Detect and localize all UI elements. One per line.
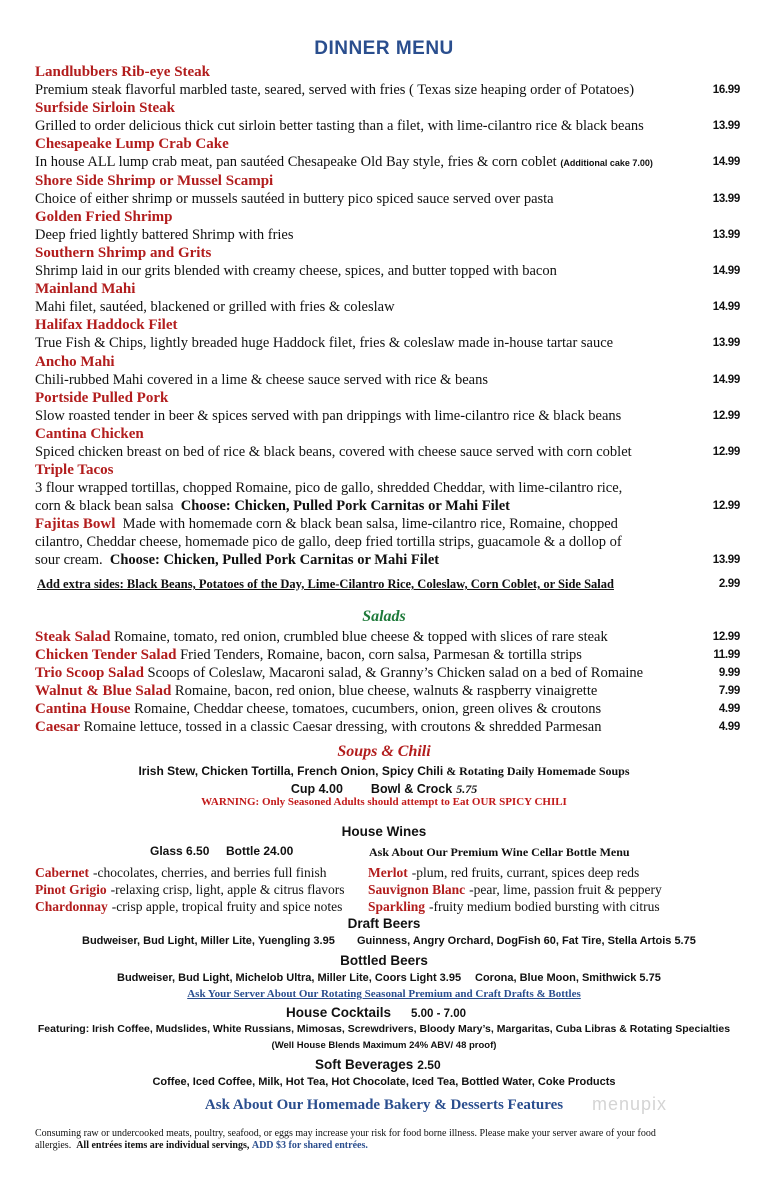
salad-description: Scoops of Coleslaw, Macaroni salad, & Granny’s Chicken salad on a bed of Romaine — [147, 665, 644, 681]
item-name: Fajitas Bowl — [35, 516, 116, 532]
wine-item — [35, 864, 327, 882]
item-price: 13.99 — [712, 228, 740, 241]
desc-text: Deep fried lightly battered Shrimp with fries — [35, 226, 294, 243]
salad-description: Romaine, tomato, red onion, crumbled blue cheese & topped with slices of rare steak — [114, 629, 608, 645]
item-name: Landlubbers Rib-eye Steak — [35, 64, 211, 80]
soup-names: Irish Stew, Chicken Tortilla, French Onion, Spicy Chili — [138, 764, 444, 778]
seasonal-beer-note: Ask Your Server About Our Rotating Seasonal Premium and Craft Drafts & Bottles — [187, 988, 581, 1000]
item-description — [35, 226, 294, 244]
item-price: 13.99 — [712, 337, 740, 350]
item-name: Golden Fried Shrimp — [35, 208, 173, 225]
salad-price: 7.99 — [718, 685, 740, 697]
footer-allergies: allergies. — [35, 1140, 72, 1151]
draft-premium: Guinness, Angry Orchard, DogFish 60, Fat Tire, Stella Artois 5.75 — [357, 935, 696, 947]
wine-item — [35, 881, 345, 899]
wine-item — [368, 864, 639, 882]
item-description — [35, 117, 644, 135]
item-price: 13.99 — [712, 120, 740, 133]
premium-wine-note: Ask About Our Premium Wine Cellar Bottle Menu — [369, 845, 630, 859]
salad-description: Fried Tenders, Romaine, bacon, corn salsa, Parmesan & tortilla strips — [180, 647, 582, 663]
item-description — [35, 262, 557, 280]
desc-text: Spiced chicken breast on bed of rice & black beans, covered with cheese sauce served with corn coblet — [35, 444, 632, 460]
item-name: Portside Pulled Pork — [35, 389, 169, 406]
wine-name: Sauvignon Blanc — [368, 882, 466, 897]
desc-text: Mahi filet, sautéed, blackened or grilled with fries & coleslaw — [35, 299, 395, 316]
bakery-note: Ask About Our Homemade Bakery & Desserts Features — [204, 1097, 564, 1113]
desc-text: Made with homemade corn & black bean salsa, lime-cilantro rice, Romaine, chopped — [122, 516, 618, 532]
salads-heading: Salads — [362, 608, 406, 625]
additional-note: (Additional cake 7.00) — [560, 158, 653, 169]
desc-text: Premium steak flavorful marbled taste, seared, served with fries ( Texas size heaping order of Potatoes) — [35, 82, 635, 98]
item-description — [35, 81, 634, 99]
salad-description: Romaine, Cheddar cheese, tomatoes, cucumbers, onion, green olives & croutons — [134, 701, 602, 717]
salad-price: 12.99 — [712, 631, 740, 643]
wine-name: Sparkling — [368, 899, 426, 914]
desc-text: Shrimp laid in our grits blended with creamy cheese, spices, and butter topped with bacon — [35, 263, 557, 279]
item-description — [35, 443, 632, 461]
item-name: Chesapeake Lump Crab Cake — [35, 136, 229, 153]
footer-warning: Consuming raw or undercooked meats, poultry, seafood, or eggs may increase your risk for food borne illness. Please make your server aware of your food — [35, 1128, 656, 1139]
footer-individual: All entrées items are individual servings, — [76, 1140, 250, 1151]
bottled-heading: Bottled Beers — [340, 953, 428, 968]
salad-description: Romaine lettuce, tossed in a classic Caesar dressing, with croutons & shredded Parmesan — [83, 719, 602, 735]
salad-row — [35, 718, 601, 736]
wine-bottle-price: Bottle 24.00 — [226, 844, 294, 858]
soup-rotating: & Rotating Daily Homemade Soups — [446, 764, 630, 778]
chili-warning: WARNING: Only Seasoned Adults should attempt to Eat OUR SPICY CHILI — [201, 796, 567, 808]
desc-text: Choice of either shrimp or mussels sautéed in buttery pico spiced sauce served over pasta — [35, 190, 554, 207]
cocktails-price: 5.00 - 7.00 — [411, 1008, 467, 1020]
salad-price: 4.99 — [718, 703, 740, 715]
item-name: Ancho Mahi — [35, 353, 115, 370]
wines-heading: House Wines — [341, 824, 427, 839]
item-name: Surfside Sirloin Steak — [35, 100, 176, 117]
bottled-domestic: Budweiser, Bud Light, Michelob Ultra, Miller Lite, Coors Light 3.95 — [117, 972, 462, 984]
salad-name: Chicken Tender Salad — [35, 647, 177, 663]
extra-sides-price: 2.99 — [718, 578, 740, 590]
choose-options: Choose: Chicken, Pulled Pork Carnitas or Mahi Filet — [180, 498, 510, 514]
bottled-premium: Corona, Blue Moon, Smithwick 5.75 — [475, 972, 661, 984]
soups-heading: Soups & Chili — [337, 743, 431, 760]
draft-domestic: Budweiser, Bud Light, Miller Lite, Yuengling 3.95 — [82, 935, 335, 947]
desc-text: True Fish & Chips, lightly breaded huge Haddock filet, fries & coleslaw made in-house tartar sauce — [35, 335, 614, 352]
item-name: Triple Tacos — [35, 462, 114, 478]
wine-item — [368, 881, 662, 899]
salad-price: 9.99 — [718, 667, 740, 679]
item-price: 14.99 — [712, 265, 740, 277]
footer-shared: ADD $3 for shared entrées. — [251, 1140, 368, 1151]
footer-line2 — [35, 1140, 368, 1152]
desc-text: Slow roasted tender in beer & spices served with pan drippings with lime-cilantro rice & black beans — [35, 407, 622, 424]
item-description — [35, 407, 621, 425]
salad-row — [35, 628, 608, 646]
item-name: Mainland Mahi — [35, 281, 136, 298]
item-description — [35, 551, 439, 569]
item-price: 13.99 — [712, 554, 740, 566]
soup-list — [0, 764, 768, 779]
watermark: menupix — [592, 1094, 668, 1114]
item-description — [35, 497, 510, 515]
salad-name: Caesar — [35, 719, 80, 735]
item-name: Shore Side Shrimp or Mussel Scampi — [35, 172, 274, 189]
item-price: 12.99 — [712, 409, 740, 422]
wine-glass-price: Glass 6.50 — [150, 844, 210, 858]
salad-row — [35, 664, 643, 682]
soft-heading: Soft Beverages — [315, 1057, 414, 1072]
bowl-price: 5.75 — [456, 782, 478, 796]
item-description — [35, 515, 618, 533]
wine-notes: -pear, lime, passion fruit & peppery — [469, 882, 662, 897]
page-title: DINNER MENU — [314, 38, 454, 59]
cocktails-featuring: Featuring: Irish Coffee, Mudslides, White Russians, Mimosas, Screwdrivers, Bloody Mary’s, Margaritas, Cuba Libras & Rotating Specialties — [37, 1023, 731, 1035]
item-description: 3 flour wrapped tortillas, chopped Romaine, pico de gallo, shredded Cheddar, with lime-cilantro rice, — [35, 480, 623, 496]
item-name: Cantina Chicken — [35, 426, 144, 442]
wine-name: Merlot — [368, 865, 408, 880]
soft-list: Coffee, Iced Coffee, Milk, Hot Tea, Hot Chocolate, Iced Tea, Bottled Water, Coke Products — [152, 1076, 616, 1088]
soft-row — [315, 1056, 441, 1074]
wine-notes: -chocolates, cherries, and berries full finish — [93, 865, 327, 880]
item-description — [35, 334, 613, 352]
wine-name: Chardonnay — [35, 899, 108, 914]
cocktails-heading: House Cocktails — [286, 1005, 392, 1020]
salad-name: Walnut & Blue Salad — [35, 683, 172, 699]
wine-notes: -fruity medium bodied bursting with citrus — [429, 899, 660, 914]
wine-name: Pinot Grigio — [35, 882, 107, 897]
item-price: 12.99 — [712, 446, 740, 458]
wine-name: Cabernet — [35, 865, 89, 880]
wine-notes: -relaxing crisp, light, apple & citrus flavors — [110, 882, 345, 897]
cocktails-row — [286, 1004, 466, 1022]
salad-description: Romaine, bacon, red onion, blue cheese, walnuts & raspberry vinaigrette — [174, 683, 598, 699]
salad-name: Cantina House — [35, 701, 131, 717]
wine-item — [368, 898, 660, 916]
item-description — [35, 190, 554, 208]
cocktails-abv-note: (Well House Blends Maximum 24% ABV/ 48 proof) — [271, 1040, 497, 1051]
wine-notes: -plum, red fruits, currant, spices deep reds — [411, 865, 640, 880]
desc-text: Grilled to order delicious thick cut sirloin better tasting than a filet, with lime-cilantro rice & black beans — [35, 118, 644, 135]
desc-text: In house ALL lump crab meat, pan sautéed Chesapeake Old Bay style, fries & corn coblet — [35, 154, 557, 171]
item-price: 14.99 — [712, 373, 740, 386]
salad-row — [35, 700, 601, 718]
item-price: 13.99 — [712, 192, 740, 205]
cup-price: Cup 4.00 — [290, 782, 343, 796]
item-name: Halifax Haddock Filet — [35, 317, 178, 334]
bowl-label: Bowl & Crock — [370, 782, 453, 796]
wine-item — [35, 898, 342, 916]
salad-price: 4.99 — [718, 721, 740, 733]
choose-options: Choose: Chicken, Pulled Pork Carnitas or Mahi Filet — [109, 552, 440, 568]
item-description — [35, 371, 488, 389]
item-description — [35, 298, 395, 316]
item-price: 14.99 — [712, 301, 740, 314]
item-price: 12.99 — [712, 500, 740, 512]
item-description — [35, 153, 653, 172]
salad-name: Steak Salad — [35, 629, 111, 645]
item-price: 14.99 — [712, 156, 740, 169]
extra-sides: Add extra sides: Black Beans, Potatoes of the Day, Lime-Cilantro Rice, Coleslaw, Corn Coblet, or Side Salad — [37, 577, 614, 591]
salad-row — [35, 682, 597, 700]
item-description: cilantro, Cheddar cheese, homemade pico de gallo, deep fried tortilla strips, guacamole & a dollop of — [35, 534, 622, 550]
desc-text: Chili-rubbed Mahi covered in a lime & cheese sauce served with rice & beans — [35, 371, 488, 388]
salad-row — [35, 646, 582, 664]
salad-price: 11.99 — [713, 649, 740, 661]
item-name: Southern Shrimp and Grits — [35, 245, 212, 261]
item-price: 16.99 — [712, 84, 740, 96]
draft-heading: Draft Beers — [347, 916, 421, 931]
wine-notes: -crisp apple, tropical fruity and spice notes — [111, 899, 343, 914]
desc-text: sour cream. — [35, 552, 103, 568]
desc-text: corn & black bean salsa — [35, 498, 174, 514]
soft-price: 2.50 — [417, 1058, 441, 1072]
salad-name: Trio Scoop Salad — [35, 665, 144, 681]
